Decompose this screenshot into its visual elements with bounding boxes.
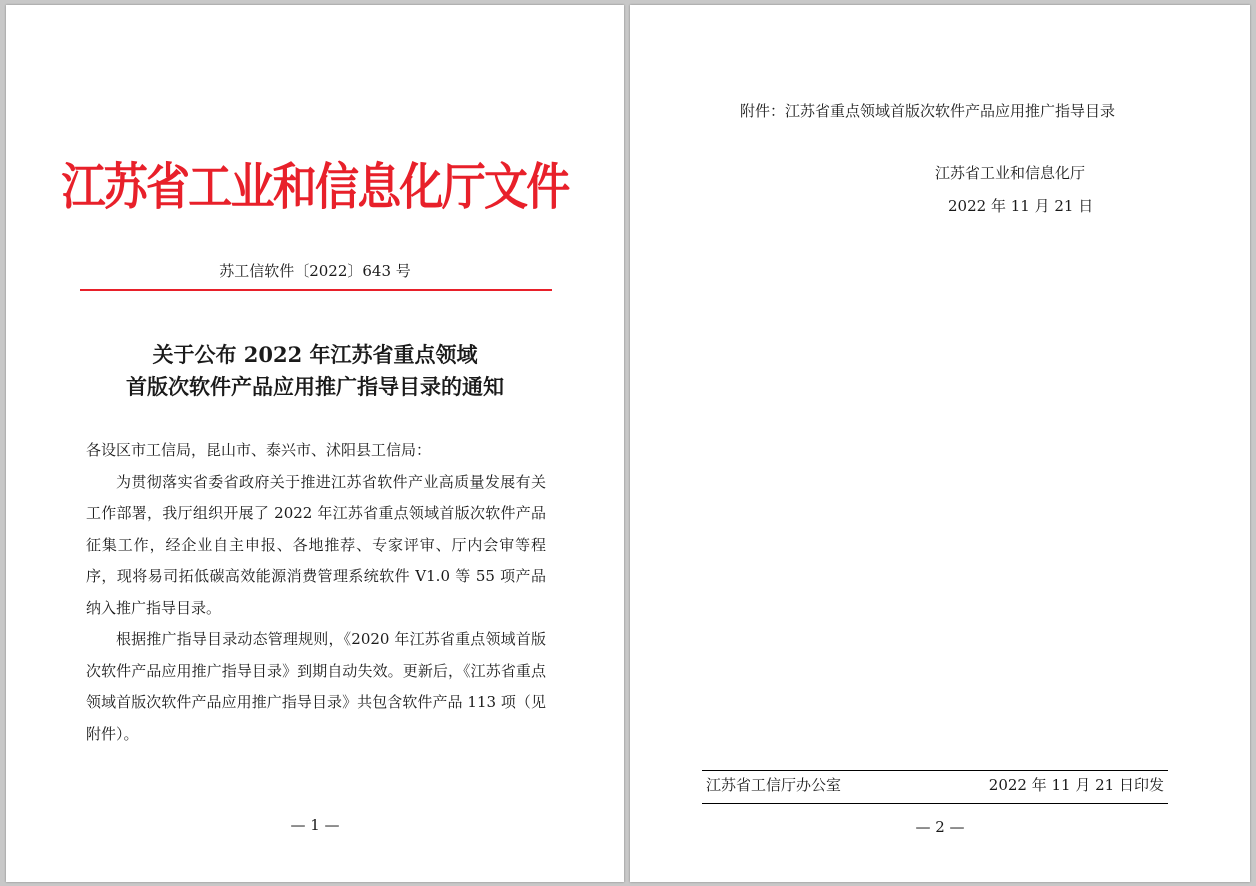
notice-body	[86, 435, 546, 750]
page-number: — 2 —	[915, 818, 965, 836]
footer-office: 江苏省工信厅办公室	[706, 776, 842, 794]
footer-top-rule	[702, 770, 1168, 771]
attachment-line: 附件：江苏省重点领域首版次软件产品应用推广指导目录	[740, 102, 1116, 120]
footer-bottom-rule	[702, 803, 1168, 804]
footer-print-date: 2022 年 11 月 21 日印发	[988, 776, 1164, 794]
notice-title	[6, 339, 624, 403]
document-number: 苏工信软件〔2022〕643 号	[219, 262, 411, 280]
issuer-name: 江苏省工业和信息化厅	[935, 164, 1086, 182]
body-paragraph-1: 为贯彻落实省委省政府关于推进江苏省软件产业高质量发展有关工作部署，我厅组织开展了 2022 年江苏省重点领域首版次软件产品征集工作，经企业自主申报、各地推荐、专家评审、厅内会审等程序，现将易司拓低碳高效能源消费管理系统软件 V1.0 等 55 项产品纳入推广指导目录。	[86, 472, 546, 617]
salutation: 各设区市工信局，昆山市、泰兴市、沭阳县工信局：	[86, 441, 432, 459]
body-paragraph-2: 根据推广指导目录动态管理规则，《2020 年江苏省重点领域首版次软件产品应用推广指导目录》到期自动失效。更新后，《江苏省重点领域首版次软件产品应用推广指导目录》共包含软件产品 113 项（见附件）。	[86, 630, 546, 743]
red-divider-line	[80, 289, 552, 291]
document-header-title: 江苏省工业和信息化厅文件	[61, 157, 569, 216]
page-number: — 1 —	[290, 816, 340, 834]
notice-title-line-1: 关于公布 2022 年江苏省重点领域	[152, 342, 478, 367]
document-page-2	[630, 5, 1250, 882]
notice-title-line-2: 首版次软件产品应用推广指导目录的通知	[126, 374, 504, 399]
issue-date: 2022 年 11 月 21 日	[948, 197, 1094, 215]
print-footer	[706, 775, 1164, 795]
document-page-1	[6, 5, 624, 882]
